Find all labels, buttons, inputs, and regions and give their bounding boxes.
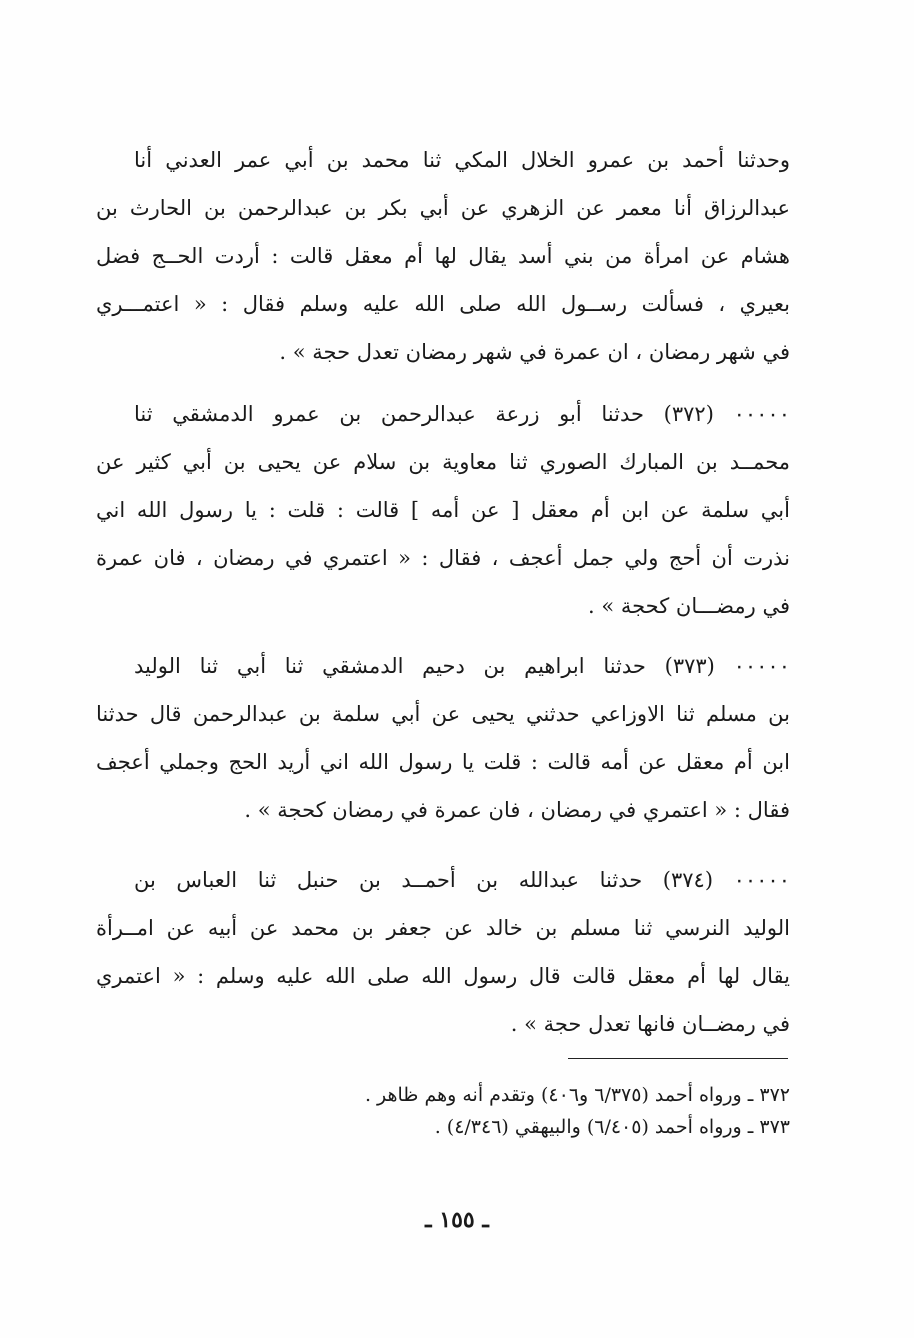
text-line: الوليد النرسي ثنا مسلم بن خالد عن جعفر بن محمد عن أبيه عن امــرأة: [96, 916, 790, 940]
text-line: بعيري ، فسألت رســول الله صلى الله عليه وسلم فقال : « اعتمـــري: [96, 292, 790, 316]
text-line: ابن أم معقل عن أمه قالت : قلت يا رسول الله اني أريد الحج وجملي أعجف: [96, 750, 790, 774]
text-line: يقال لها أم معقل قالت قال رسول الله صلى الله عليه وسلم : « اعتمري: [96, 964, 790, 988]
text-line: ٠٠٠٠٠ (٣٧٣) حدثنا ابراهيم بن دحيم الدمشقي ثنا أبي ثنا الوليد: [134, 654, 790, 678]
text-line: فقال : « اعتمري في رمضان ، فان عمرة في رمضان كحجة » .: [244, 798, 790, 822]
footnote-372: ٣٧٢ ـ ورواه أحمد (٦/٣٧٥ و٤٠٦) وتقدم أنه وهم ظاهر .: [364, 1084, 790, 1106]
paragraph-2: [96, 390, 790, 630]
text-line: في رمضــان فانها تعدل حجة » .: [510, 1012, 790, 1036]
text-line: أبي سلمة عن ابن أم معقل [ عن أمه ] قالت : قلت : يا رسول الله اني: [96, 498, 790, 522]
paragraph-4: [96, 856, 790, 1048]
text-line: هشام عن امرأة من بني أسد يقال لها أم معقل قالت : أردت الحــج فضل: [96, 244, 790, 268]
text-line: وحدثنا أحمد بن عمرو الخلال المكي ثنا محمد بن أبي عمر العدني أنا: [134, 148, 790, 172]
text-line: نذرت أن أحج ولي جمل أعجف ، فقال : « اعتمري في رمضان ، فان عمرة: [96, 546, 790, 570]
paragraph-1: [96, 136, 790, 376]
footnote-separator: [568, 1058, 788, 1059]
text-line: عبدالرزاق أنا معمر عن الزهري عن أبي بكر بن عبدالرحمن بن الحارث بن: [96, 196, 790, 220]
text-line: ٠٠٠٠٠ (٣٧٢) حدثنا أبو زرعة عبدالرحمن بن عمرو الدمشقي ثنا: [134, 402, 790, 426]
text-line: في رمضـــان كحجة » .: [587, 594, 790, 618]
text-line: ٠٠٠٠٠ (٣٧٤) حدثنا عبدالله بن أحمــد بن حنبل ثنا العباس بن: [134, 868, 790, 892]
text-line: محمــد بن المبارك الصوري ثنا معاوية بن سلام عن يحيى بن أبي كثير عن: [96, 450, 790, 474]
paragraph-3: [96, 642, 790, 834]
text-line: في شهر رمضان ، ان عمرة في شهر رمضان تعدل حجة » .: [279, 340, 790, 364]
text-line: بن مسلم ثنا الاوزاعي حدثني يحيى عن أبي سلمة بن عبدالرحمن قال حدثنا: [96, 702, 790, 726]
footnote-373: ٣٧٣ ـ ورواه أحمد (٦/٤٠٥) والبيهقي (٤/٣٤٦) .: [434, 1116, 790, 1138]
page-number: ـ ١٥٥ ـ: [425, 1207, 489, 1233]
